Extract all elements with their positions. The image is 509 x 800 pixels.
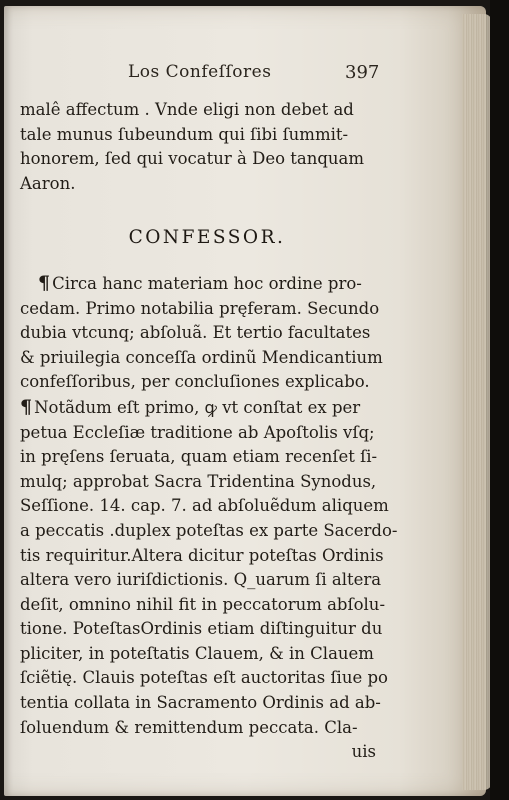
pilcrow-mark: ¶	[38, 271, 51, 294]
text-line: tis requiritur.Altera dicitur poteſtas Ordinis	[20, 545, 384, 565]
text-line: pliciter, in poteſtatis Clauem, & in Clauem	[20, 643, 374, 663]
page-header	[0, 62, 509, 88]
binding-shadow	[490, 0, 509, 800]
text-line: confeſſoribus, per concluſiones explicabo.	[20, 372, 370, 392]
text-line: dubia vtcunq; abſoluã. Et tertio facultates	[20, 323, 371, 343]
paragraph-first-line	[20, 395, 380, 421]
text-line: Notãdum eſt primo, ꝙ vt conſtat ex per	[34, 397, 361, 417]
text-line: Circa hanc materiam hoc ordine pro-	[52, 273, 362, 293]
paragraph-first-line	[20, 271, 380, 297]
section-heading: CONFESSOR.	[128, 227, 286, 249]
text-line: altera vero iuriſdictionis. Q_uarum ſi altera	[20, 570, 382, 590]
text-line: & priuilegia conceſſa ordinũ Mendicantium	[20, 347, 383, 367]
text-line: honorem, ſed qui vocatur à Deo tanquam	[20, 149, 365, 169]
running-head: Los Confeſſores	[128, 62, 272, 82]
page-body	[20, 98, 398, 765]
text-line: cedam. Primo notabilia pręferam. Secundo	[20, 298, 380, 318]
text-line: in pręſens ſeruata, quam etiam recenſet ſi-	[20, 447, 378, 467]
text-line: tione. PoteſtasOrdinis etiam diſtinguitur du	[20, 619, 383, 639]
text-line: petua Eccleſiæ traditione ab Apoſtolis vſq;	[20, 422, 375, 442]
page-edges	[462, 14, 492, 790]
page-number: 397	[345, 62, 380, 83]
text-line: Aaron.	[20, 173, 76, 193]
text-line: ſoluendum & remittendum peccata. Cla-	[20, 717, 358, 737]
text-line: tentia collata in Sacramento Ordinis ad ab-	[20, 693, 381, 713]
text-line: ſciẽtię. Clauis poteſtas eſt auctoritas ſiue po	[20, 668, 388, 688]
pilcrow-mark: ¶	[20, 395, 33, 418]
text-line: Seſſione. 14. cap. 7. ad abſoluẽdum aliquem	[20, 496, 389, 516]
text-line: tale munus ſubeundum qui ſibi ſummit-	[20, 124, 349, 144]
text-line: malê affectum . Vnde eligi non debet ad	[20, 100, 354, 119]
text-line: deſit, omnino nihil fit in peccatorum abſolu-	[20, 594, 386, 614]
catchword: uis	[351, 742, 376, 762]
text-line: mulq; approbat Sacra Tridentina Synodus,	[20, 471, 377, 491]
text-line: a peccatis .duplex poteſtas ex parte Sacerdo-	[20, 520, 398, 540]
